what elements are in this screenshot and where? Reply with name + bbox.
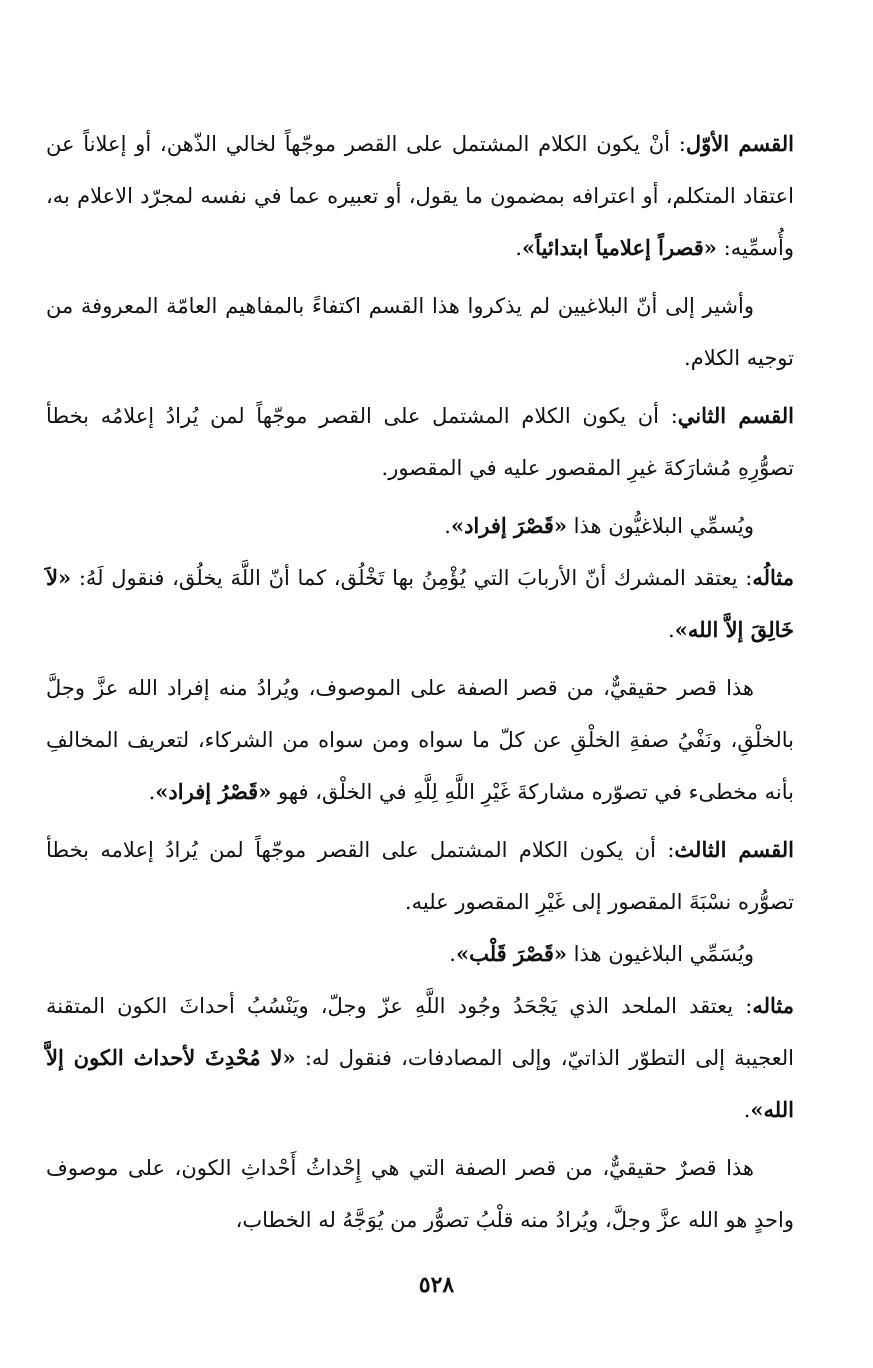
paragraph-naming-qalb [46, 928, 794, 980]
paragraph-text: وأشير إلى أنّ البلاغيين لم يذكروا هذا القسم اكتفاءً بالمفاهيم العامّة المعروفة من توجيه الكلام. [46, 294, 794, 370]
paragraph-note [46, 280, 794, 384]
paragraph-text: هذا قصرٌ حقيقيٌّ، من قصر الصفة التي هي إِحْداثُ أَحْداثِ الكون، على موصوف واحدٍ هو الله عزَّ وجلَّ، ويُرادُ منه قلْبُ تصوُّر من يُوَجَّهُ له الخطاب، [46, 1156, 794, 1232]
punctuation: . [444, 514, 451, 538]
page-number: ٥٢٨ [418, 1272, 455, 1298]
paragraph-explanation-one [46, 662, 794, 818]
example-heading: مثالُه [752, 565, 794, 590]
punctuation: . [449, 942, 456, 966]
paragraph-text: : أن يكون الكلام المشتمل على القصر موجّهاً لمن يُرادُ إعلامُه بخطأ تصوُّرِهِ مُشارَكةَ غيرِ المقصور عليه في المقصور. [46, 404, 794, 480]
page-body [46, 118, 794, 1246]
paragraph-text: : يعتقد المشرك أنّ الأربابَ التي يُؤْمِنُ بها تَخْلُق، كما أنّ اللَّهَ يخلُق، فنقول لَهُ: [71, 566, 753, 590]
paragraph-explanation-two [46, 1142, 794, 1246]
punctuation: . [743, 1098, 751, 1122]
paragraph-naming-ifrad [46, 500, 794, 552]
section-heading: القسم الثاني [677, 403, 794, 428]
quoted-term: «قَصْرَ قَلْب» [455, 941, 567, 966]
paragraph-text: : أن يكون الكلام المشتمل على القصر موجّهاً لمن يُرادُ إعلامه بخطأ تصوُّره نسْبَةَ المقصور إلى غَيْرِ المقصور عليه. [46, 838, 794, 914]
paragraph-example-one [46, 552, 794, 656]
section-heading: القسم الثالث [674, 837, 794, 862]
paragraph-example-two [46, 980, 794, 1136]
paragraph-section-three [46, 824, 794, 928]
punctuation: . [668, 618, 675, 642]
quoted-term: «لا مُحْدِثَ لأحداث الكون إلاَّ الله» [46, 1045, 794, 1122]
example-heading: مثاله [752, 993, 794, 1018]
paragraph-text: ويُسمِّي البلاغيُّون هذا [566, 514, 754, 538]
section-heading: القسم الأوّل [685, 131, 794, 156]
paragraph-section-two [46, 390, 794, 494]
paragraph-text: ويُسَمِّي البلاغيون هذا [566, 942, 754, 966]
punctuation: . [515, 236, 523, 260]
punctuation: . [148, 780, 156, 804]
quoted-term: «لاَ خَالِقَ إلاَّ الله» [46, 565, 794, 642]
paragraph-section-one [46, 118, 794, 274]
paragraph-text: هذا قصر حقيقيٌّ، من قصر الصفة على الموصوف، ويُرادُ منه إفراد الله عزَّ وجلَّ بالخلْقِ، ونَفْيُ صفةِ الخلْقِ عن كلّ ما سواه ومن سواه من الشركاء، لتعريف المخالفِ بأنه مخطىء في تصوّره مشاركةَ غَيْرِ اللَّهِ لِلَّهِ في الخلْق، فهو [46, 676, 794, 804]
paragraph-text: : أنْ يكون الكلام المشتمل على القصر موجّهاً لخالي الذّهن، أو إعلاناً عن اعتقاد المتكلم، أو اعترافه بمضمون ما يقول، أو تعبيره عما في نفسه لمجرّد الاعلام به، وأُسمِّيه: [46, 132, 794, 260]
paragraph-text: : يعتقد الملحد الذي يَجْحَدُ وجُود اللَّهِ عزّ وجلّ، ويَنْسُبُ أحداثَ الكون المتقنة العجيبة إلى التطوّر الذاتيّ، وإلى المصادفات، فنقول له: [46, 994, 794, 1070]
quoted-term: «قصراً إعلامياً ابتدائياً» [522, 235, 717, 260]
quoted-term: «قَصْرَ إفراد» [450, 513, 567, 538]
quoted-term: «قَصْرُ إفراد» [155, 779, 272, 804]
